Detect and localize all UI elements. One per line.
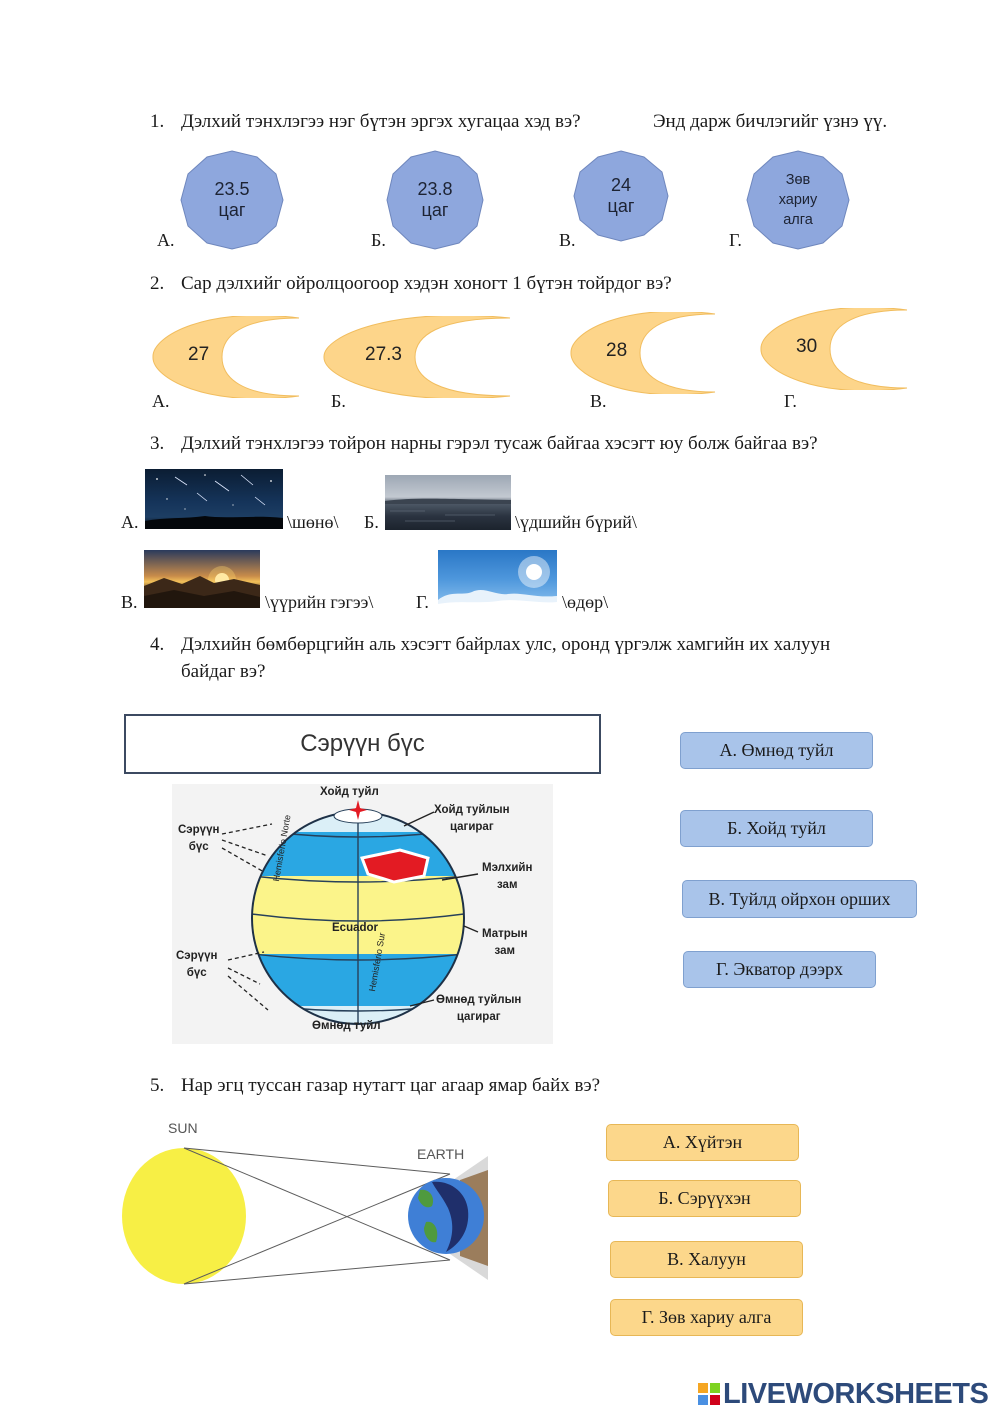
q4-text-line-1: Дэлхийн бөмбөрцгийн аль хэсэгт байрлах улс, оронд үргэлж хамгийн их халуун bbox=[181, 634, 831, 655]
q2-letter-d: Г. bbox=[784, 391, 797, 411]
liveworksheets-logo-icon bbox=[698, 1383, 720, 1405]
q2-option-b-moon[interactable] bbox=[323, 316, 511, 398]
tropic-of-cancer-label: Мэлхийн зам bbox=[482, 862, 533, 891]
q3-letter-d: Г. bbox=[416, 592, 429, 612]
q4-answer-b-button[interactable]: Б. Хойд туйл bbox=[680, 810, 873, 847]
q2-number: 2. bbox=[150, 273, 165, 294]
q2-letter-c: В. bbox=[590, 391, 607, 411]
q3-letter-a: А. bbox=[121, 512, 139, 532]
q1-option-c-label: 24 цаг bbox=[607, 175, 635, 216]
q1-option-b-shape[interactable] bbox=[386, 150, 484, 250]
q1-option-b-label: 23.8 цаг bbox=[417, 179, 453, 220]
q3-letter-b: Б. bbox=[364, 512, 379, 532]
q3-option-c-text: \үүрийн гэгээ\ bbox=[265, 592, 374, 612]
q1-option-d-shape[interactable] bbox=[746, 150, 850, 250]
q1-number: 1. bbox=[150, 111, 165, 132]
q3-number: 3. bbox=[150, 433, 165, 454]
sun-label: SUN bbox=[168, 1120, 198, 1136]
earth-label: EARTH bbox=[417, 1146, 465, 1162]
q1-video-hint-link[interactable]: Энд дарж бичлэгийг үзнэ үү. bbox=[653, 111, 888, 132]
q1-text: Дэлхий тэнхлэгээ нэг бүтэн эргэх хугацаа хэд вэ? bbox=[181, 111, 581, 132]
q4-answer-banner[interactable] bbox=[124, 714, 601, 774]
q4-answer-c-button[interactable]: В. Туйлд ойрхон орших bbox=[682, 880, 917, 918]
q1-option-a-shape[interactable] bbox=[180, 150, 284, 250]
q4-text-line-2: байдаг вэ? bbox=[181, 661, 266, 682]
arctic-circle-label: Хойд туйлын цагираг bbox=[434, 804, 510, 833]
q4-answer-d-button[interactable]: Г. Экватор дээрх bbox=[683, 951, 876, 988]
sun-earth-diagram bbox=[120, 1118, 492, 1288]
equator-label: Ecuador bbox=[332, 922, 379, 934]
cool-zone-bottom-label: Сэрүүн бүс bbox=[176, 950, 218, 979]
south-hemisphere-label: Hemisferio Sur bbox=[366, 931, 388, 993]
q2-letter-a: А. bbox=[152, 391, 170, 411]
q5-answer-b-button[interactable]: Б. Сэрүүхэн bbox=[608, 1180, 801, 1217]
q2-option-a-moon[interactable] bbox=[152, 316, 300, 398]
sunrise-mountains-image[interactable] bbox=[144, 550, 260, 608]
q3-option-d-text: \өдөр\ bbox=[562, 592, 609, 612]
q1-option-d-label: Зөв хариу алга bbox=[778, 172, 818, 228]
north-pole-label: Хойд туйл bbox=[320, 786, 379, 798]
q5-text: Нар эгц туссан газар нутагт цаг агаар ямар байх вэ? bbox=[181, 1075, 601, 1096]
q1-letter-d: Г. bbox=[729, 230, 742, 250]
tropic-of-capricorn-label: Матрын зам bbox=[482, 928, 528, 957]
q4-banner-text: Сэрүүн бүс bbox=[300, 730, 425, 757]
q4-number: 4. bbox=[150, 634, 165, 655]
q2-option-c-label: 28 bbox=[606, 340, 628, 361]
south-pole-label: Өмнөд туйл bbox=[312, 1020, 381, 1032]
q1-option-c-shape[interactable] bbox=[573, 150, 669, 242]
q2-option-b-label: 27.3 bbox=[365, 344, 402, 365]
q2-option-c-moon[interactable] bbox=[570, 312, 716, 394]
liveworksheets-logo[interactable] bbox=[698, 1377, 988, 1411]
q1-letter-b: Б. bbox=[371, 230, 386, 250]
antarctic-circle-label: Өмнөд туйлын цагираг bbox=[436, 994, 522, 1023]
q3-option-b-text: \үдшийн бүрий\ bbox=[515, 512, 637, 532]
q2-option-d-moon[interactable] bbox=[760, 308, 908, 390]
daytime-sun bbox=[438, 550, 557, 608]
north-hemisphere-label: Hemisferio Norte bbox=[270, 814, 293, 883]
liveworksheets-brand-text: LIVEWORKSHEETS bbox=[723, 1377, 989, 1410]
q3-text: Дэлхий тэнхлэгээ тойрон нарны гэрэл тусаж байгаа хэсэгт юу болж байгаа вэ? bbox=[181, 433, 818, 454]
q3-letter-c: В. bbox=[121, 592, 138, 612]
climate-zones-globe-diagram bbox=[172, 784, 553, 1044]
q2-option-a-label: 27 bbox=[188, 344, 210, 365]
q1-letter-c: В. bbox=[559, 230, 576, 250]
cool-zone-top-label: Сэрүүн бүс bbox=[178, 824, 220, 853]
q4-answer-a-button[interactable]: А. Өмнөд туйл bbox=[680, 732, 873, 769]
dusk-sea-image[interactable] bbox=[385, 475, 511, 530]
q2-letter-b: Б. bbox=[331, 391, 346, 411]
q2-text: Сар дэлхийг ойролцоогоор хэдэн хоногт 1 бүтэн тойрдог вэ? bbox=[181, 273, 672, 294]
sun-earth-drawing bbox=[120, 1118, 492, 1288]
q2-option-d-label: 30 bbox=[796, 336, 818, 357]
q5-answer-a-button[interactable]: А. Хүйтэн bbox=[606, 1124, 799, 1161]
dusk-sea-horizon bbox=[385, 475, 511, 530]
q1-option-a-label: 23.5 цаг bbox=[214, 179, 250, 220]
night-sky-stars bbox=[145, 469, 283, 529]
q1-letter-a: А. bbox=[157, 230, 175, 250]
daytime-sky-image[interactable] bbox=[438, 550, 557, 608]
q5-answer-c-button[interactable]: В. Халуун bbox=[610, 1241, 803, 1278]
q5-answer-d-button[interactable]: Г. Зөв хариу алга bbox=[610, 1299, 803, 1336]
q5-number: 5. bbox=[150, 1075, 165, 1096]
night-sky-image[interactable] bbox=[145, 469, 283, 529]
q3-option-a-text: \шөнө\ bbox=[287, 512, 339, 532]
sunrise-sun bbox=[144, 550, 260, 608]
